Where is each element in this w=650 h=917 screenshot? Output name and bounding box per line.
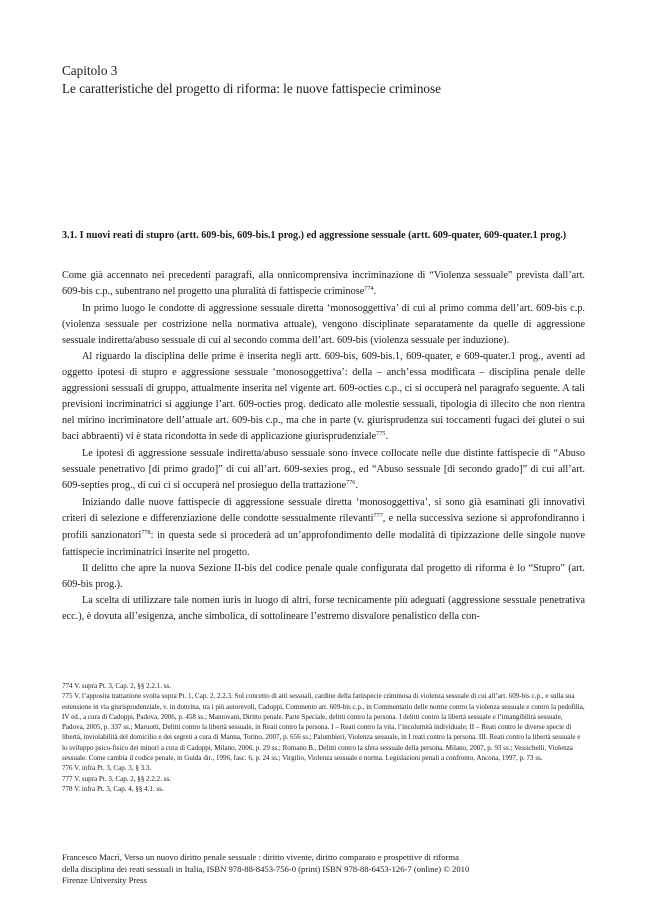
paragraph-5: Iniziando dalle nuove fattispecie di aggressione sessuale diretta ‘monosoggettiva’, si sono già esaminati gli innovativi criteri di selezione e differenziazione delle condotte sessualmente rilevanti$^{777}$, e nella successiva sezione si approfondiranno i profili sanzionatori$^{778}$: in questa sede si procederà ad un’approfondimento delle modalità di tipizzazione delle singole nuove fattispecie incriminatrici inserite nel progetto.: [62, 497, 586, 558]
footnote-ref-776[interactable]: 776: [346, 479, 356, 486]
page-footer: [62, 852, 592, 887]
footnote-774: 774 V. supra Pt. 3, Cap. 2, §§ 2.2.1. ss.: [62, 682, 171, 690]
body-text: [62, 268, 585, 625]
footnote-775: 775 V. l’apposita trattazione svolta supra Pt. 1, Cap. 2, 2.2.3. Sul concetto di atti sessuali, cardine della fattispecie criminosa di violenza sessuale di cui all’art. 609-bis c.p., e sulla sua estensione in via giurisprudenziale, v. in dottrina, tra i più autorevoli, Cadoppi, Commento art. 609-bis c.p., in Commentario delle norme contro la violenza sessuale e contro la pedofilia, IV ed., a cura di Cadoppi, Padova, 2006, p. 458 ss.; Mantovani, Diritto penale. Parte Speciale, delitti contro la persona. I delitti contro la libertà sessuale e l’intangibilità sessuale, Padova, 2005, p. 337 ss.; Maruotti, Delitti contro la libertà sessuale, in Reati contro la persona. I – Reati contro la vita, l’incolumità individuale; II – Reati contro le diverse specie di libertà, inviolabilità del domicilio e dei segreti a cura di Manna, Torino, 2007, p. 656 ss.; Palumbieri, Violenza sessuale, in I reati contro la persona. III. Reati contro la libertà sessuale e lo sviluppo psico-fisico dei minori a cura di Cadoppi, Milano, 2006, p. 29 ss.; Romano B., Delitti contro la sfera sessuale della persona, Milano, 2007, p. 93 ss.; Vessichelli, Violenza sessuale. Come cambia il codice penale, in Guida dir., 1996, fasc. 6, p. 24 ss.; Virgilio, Violenza sessuale e norma. Legislazioni penali a confronto, Ancona, 1997, p. 73 ss.: [62, 692, 585, 763]
paragraph-4: Le ipotesi di aggressione sessuale indiretta/abuso sessuale sono invece collocate nelle due distinte fattispecie di “Abuso sessuale penetrativo [di primo grado]” di cui all’art. 609-sexies prog., ed “Abuso sessuale [di secondo grado]” di cui all’art. 609-septies prog., di cui ci si occuperà nel prosieguo della trattazione$^{776}$.: [62, 448, 585, 491]
footnote-ref-775[interactable]: 775: [376, 430, 386, 437]
footer-publisher: Firenze University Press: [62, 875, 147, 885]
footnotes: [62, 681, 585, 794]
footnote-ref-777[interactable]: 777: [373, 512, 383, 519]
footer-citation-line-2: della disciplina dei reati sessuali in Italia, ISBN 978-88-8453-756-0 (print) ISBN 978-88-6453-126-7 (online) © 2010: [62, 863, 470, 874]
footnote-777: 777 V. supra Pt. 3, Cap. 2, §§ 2.2.2. ss.: [62, 774, 171, 783]
paragraph-6: Il delitto che apre la nuova Sezione II-bis del codice penale quale configurata dal progetto di riforma è lo “Stupro” (art. 609-bis prog.).: [62, 563, 585, 590]
paragraph-7: La scelta di utilizzare tale nomen iuris in luogo di altri, forse tecnicamente più adeguati (aggressione sessuale penetrativa ecc.), è dovuta all’esigenza, anche simbolica, di sottolineare l’estremo disvalore penalistico della con-: [62, 595, 585, 622]
footer-citation-line-1: Francesco Macrì, Verso un nuovo diritto penale sessuale : diritto vivente, diritto comparato e prospettive di riforma: [62, 852, 459, 862]
paragraph-2: In primo luogo le condotte di aggressione sessuale diretta ‘monosoggettiva’ di cui al primo comma dell’art. 609-bis c.p. (violenza sessuale per costrizione nella normativa attuale), vengono disciplinate separatamente da quelle di aggressione sessuale indiretta/abuso sessuale di cui al secondo comma dell’art. 609-bis (violenza sessuale per induzione).: [62, 303, 585, 346]
chapter-heading: [62, 62, 602, 98]
footnote-776: 776 V. infra Pt. 3, Cap. 3, § 3.3.: [62, 764, 152, 773]
paragraph-1: Come già accennato nei precedenti paragrafi, alla onnicomprensiva incriminazione di “Violenza sessuale” prevista dall’art. 609-bis c.p., subentrano nel progetto una pluralità di fattispecie criminose$^{774}$.: [62, 270, 585, 297]
footnote-ref-778[interactable]: 778: [141, 529, 151, 536]
footnote-ref-774[interactable]: 774: [364, 285, 374, 292]
chapter-title: Le caratteristiche del progetto di riforma: le nuove fattispecie criminose: [62, 81, 441, 96]
section-title: 3.1. I nuovi reati di stupro (artt. 609-bis, 609-bis.1 prog.) ed aggressione sessuale (artt. 609-quater, 609-quater.1 prog.): [62, 230, 567, 241]
paragraph-3: Al riguardo la disciplina delle prime è inserita negli artt. 609-bis, 609-bis.1, 609-quater, e 609-quater.1 prog., aventi ad oggetto ipotesi di stupro e aggressione sessuale ‘monosoggettiva’: della – anch’essa modificata – disciplina penale delle aggressioni sessuali di gruppo, attualmente inserita nel vigente art. 609-octies c.p., ci si occuperà nel paragrafo seguente. A tali previsioni incriminatrici si aggiunge l’art. 609-octies prog. dedicato alle molestie sessuali, tipologia di illecito che non rientra nel mirino incriminatore dell’attuale art. 609-bis c.p., ma che in parte (v. giurisprudenza sui toccamenti fugaci dei glutei o sui baci abbraenti) vi è stata ricondotta in sede di applicazione giurisprudenziale$^{775}$.: [62, 351, 585, 442]
footnote-778: 778 V. infra Pt. 3, Cap. 4, §§ 4.1. ss.: [62, 784, 164, 793]
chapter-number: Capitolo 3: [62, 63, 118, 78]
